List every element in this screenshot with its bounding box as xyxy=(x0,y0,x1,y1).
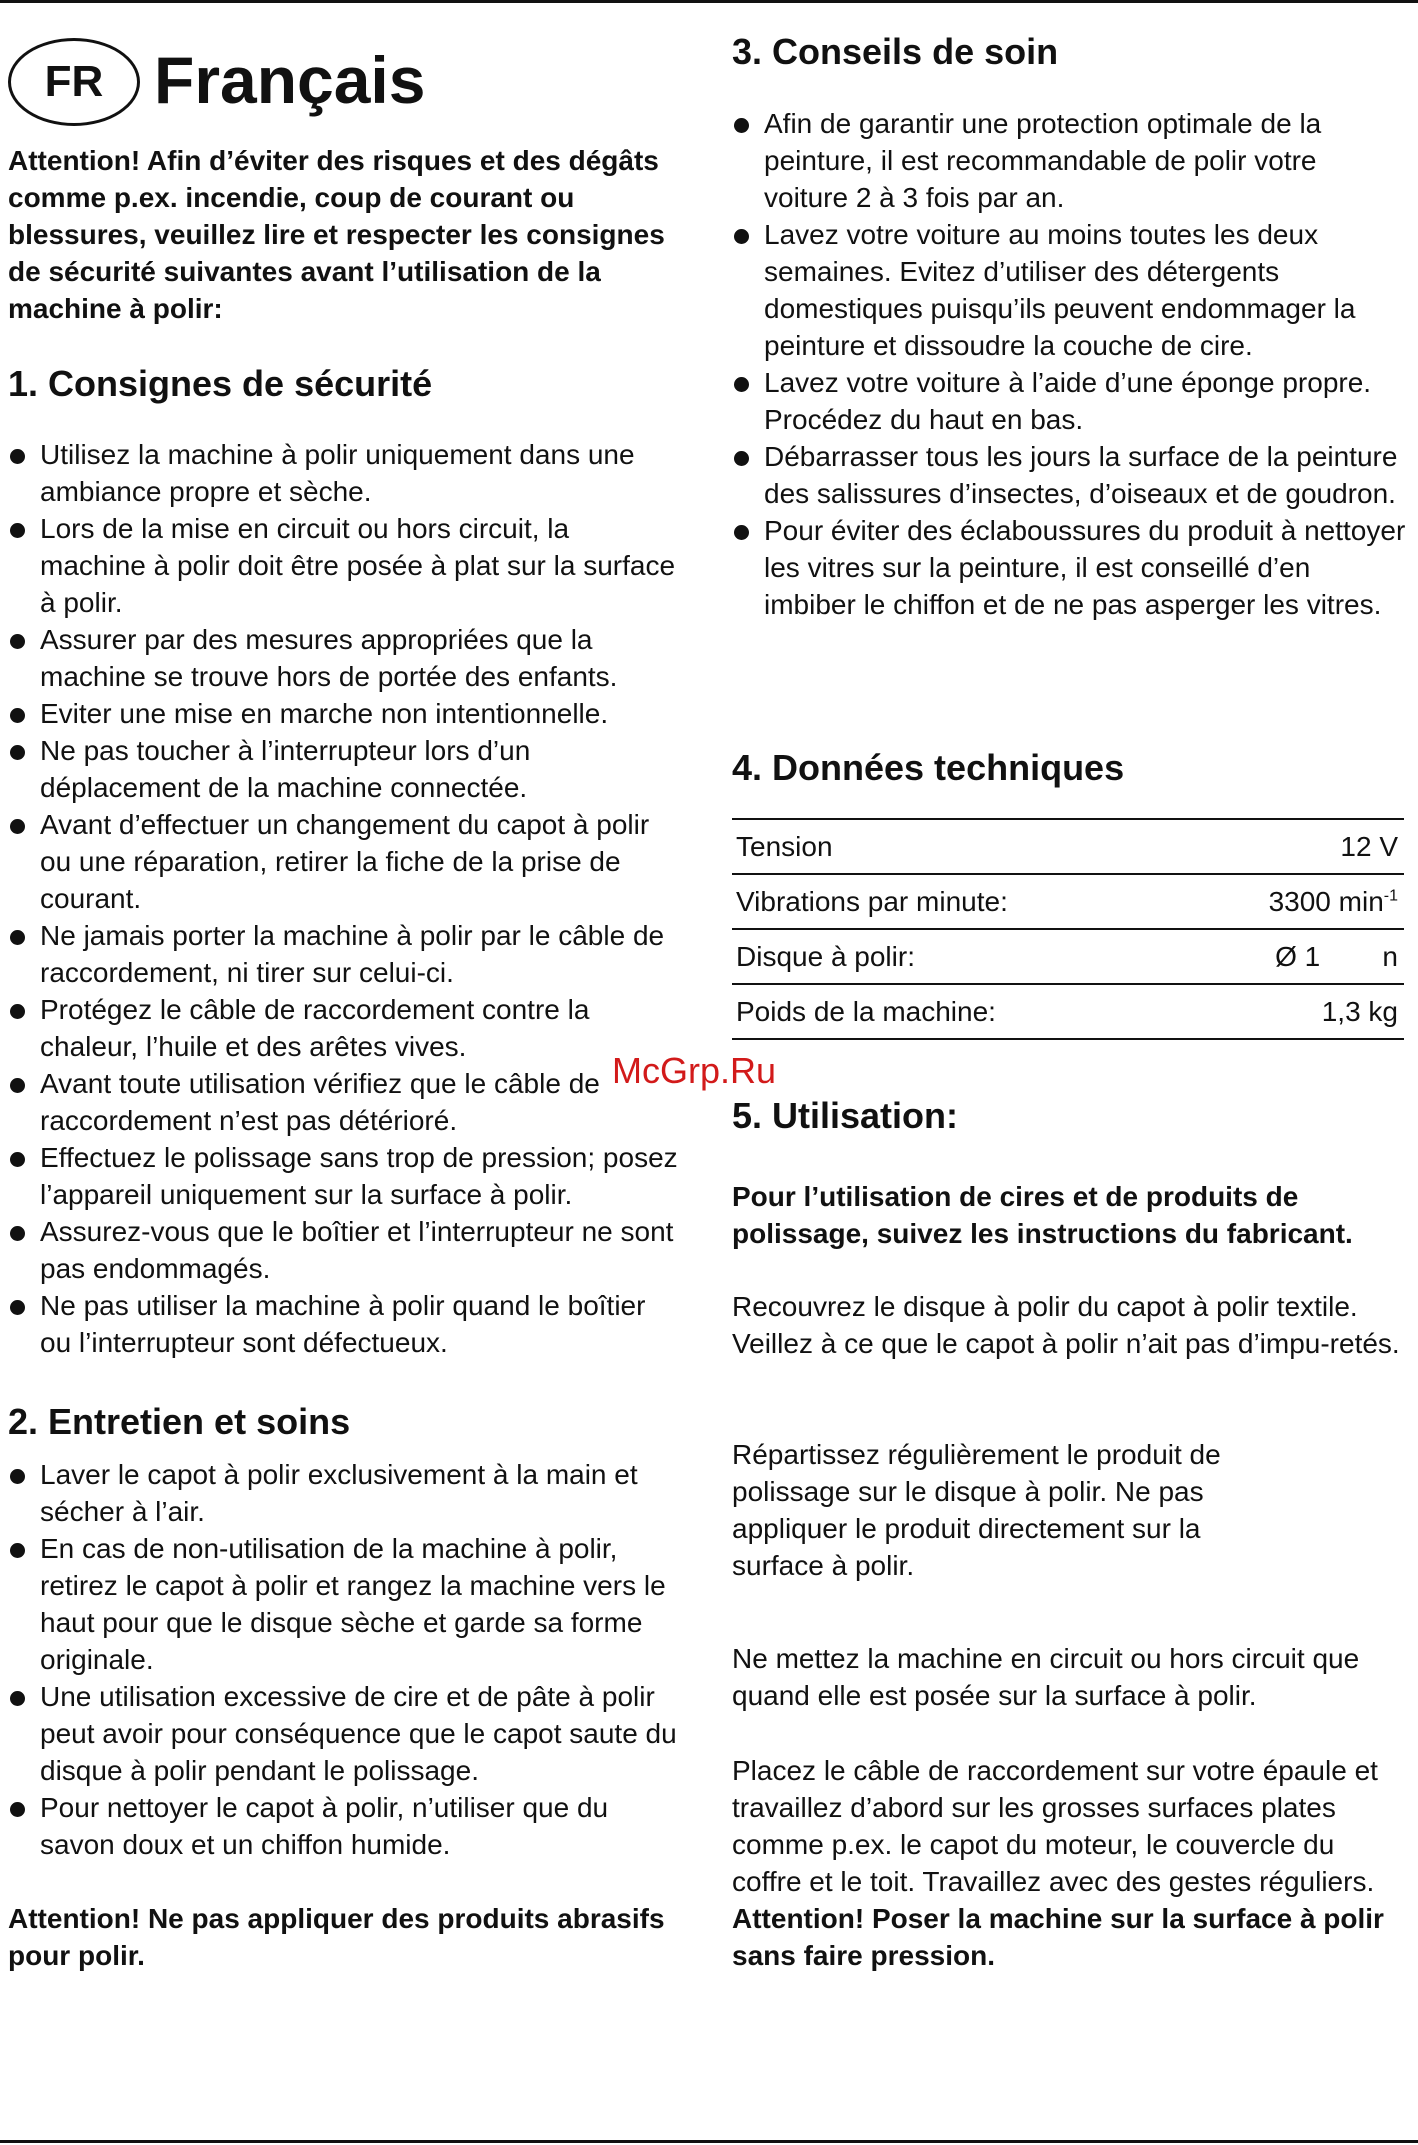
list-item: Débarrasser tous les jours la surface de la peinture des salissures d’insectes, d’oiseaux et de goudron. xyxy=(732,438,1408,512)
safety-list xyxy=(8,436,680,1361)
spec-label: Poids de la machine: xyxy=(732,984,1182,1039)
list-item: Laver le capot à polir exclusivement à la main et sécher à l’air. xyxy=(8,1456,680,1530)
language-code-badge: FR xyxy=(8,38,140,126)
usage-lead: Pour l’utilisation de cires et de produits de polissage, suivez les instructions du fabricant. xyxy=(732,1181,1353,1249)
list-item: Avant d’effectuer un changement du capot à polir ou une réparation, retirer la fiche de la prise de courant. xyxy=(8,806,680,917)
list-item: Utilisez la machine à polir uniquement dans une ambiance propre et sèche. xyxy=(8,436,680,510)
usage-paragraph-2: Répartissez régulièrement le produit de polissage sur le disque à polir. Ne pas appliquer le produit directement sur la surface à polir. xyxy=(732,1439,1221,1581)
list-item: Afin de garantir une protection optimale de la peinture, il est recommandable de polir votre voiture 2 à 3 fois par an. xyxy=(732,105,1408,216)
usage-warning: Attention! Poser la machine sur la surface à polir sans faire pression. xyxy=(732,1903,1384,1971)
list-item: Assurer par des mesures appropriées que la machine se trouve hors de portée des enfants. xyxy=(8,621,680,695)
spec-value: 12 V xyxy=(1182,819,1404,874)
spec-value: 3300 min xyxy=(1268,885,1384,917)
list-item: Lors de la mise en circuit ou hors circuit, la machine à polir doit être posée à plat sur la surface à polir. xyxy=(8,510,680,621)
table-row xyxy=(732,819,1404,874)
table-row xyxy=(732,929,1404,984)
list-item: Lavez votre voiture au moins toutes les deux semaines. Evitez d’utiliser des détergents domestiques puisqu’ils peuvent endommager la peinture et dissoudre la couche de cire. xyxy=(732,216,1408,364)
list-item: Lavez votre voiture à l’aide d’une éponge propre. Procédez du haut en bas. xyxy=(732,364,1408,438)
section-3-title: 3. Conseils de soin xyxy=(732,31,1059,72)
spec-value-cell xyxy=(1182,874,1404,929)
spec-label: Tension xyxy=(732,819,1182,874)
care-tips-list xyxy=(732,105,1408,623)
section-2-title: 2. Entretien et soins xyxy=(8,1401,351,1442)
list-item: Eviter une mise en marche non intentionnelle. xyxy=(8,695,680,732)
section-1-title: 1. Consignes de sécurité xyxy=(8,363,433,404)
maintenance-list xyxy=(8,1456,680,1863)
list-item: Avant toute utilisation vérifiez que le câble de raccordement n’est pas détérioré. xyxy=(8,1065,680,1139)
spec-value: Ø 1 n xyxy=(1182,929,1404,984)
watermark: McGrp.Ru xyxy=(612,1050,777,1091)
usage-paragraph-1: Recouvrez le disque à polir du capot à polir textile. Veillez à ce que le capot à polir n’ait pas d’impu-retés. xyxy=(732,1291,1400,1359)
bottom-rule xyxy=(0,2140,1418,2143)
table-row xyxy=(732,874,1404,929)
list-item: Ne jamais porter la machine à polir par le câble de raccordement, ni tirer sur celui-ci. xyxy=(8,917,680,991)
list-item: Protégez le câble de raccordement contre la chaleur, l’huile et des arêtes vives. xyxy=(8,991,680,1065)
spec-value-exponent: -1 xyxy=(1383,887,1398,905)
abrasive-warning: Attention! Ne pas appliquer des produits abrasifs pour polir. xyxy=(8,1903,665,1971)
list-item: Pour nettoyer le capot à polir, n’utiliser que du savon doux et un chiffon humide. xyxy=(8,1789,680,1863)
usage-paragraph-4: Placez le câble de raccordement sur votre épaule et travaillez d’abord sur les grosses surfaces plates comme p.ex. le capot du moteur, le couvercle du coffre et le toit. Travaillez avec des gestes réguliers. xyxy=(732,1755,1378,1897)
technical-data-table xyxy=(732,818,1404,1040)
list-item: Pour éviter des éclaboussures du produit à nettoyer les vitres sur la peinture, il est conseillé d’en imbiber le chiffon et de ne pas asperger les vitres. xyxy=(732,512,1408,623)
top-rule xyxy=(0,0,1418,3)
list-item: Ne pas utiliser la machine à polir quand le boîtier ou l’interrupteur sont défectueux. xyxy=(8,1287,680,1361)
list-item: Assurez-vous que le boîtier et l’interrupteur ne sont pas endommagés. xyxy=(8,1213,680,1287)
section-5-title: 5. Utilisation: xyxy=(732,1095,959,1136)
spec-label: Disque à polir: xyxy=(732,929,1182,984)
list-item: Effectuez le polissage sans trop de pression; posez l’appareil uniquement sur la surface à polir. xyxy=(8,1139,680,1213)
usage-paragraph-3: Ne mettez la machine en circuit ou hors circuit que quand elle est posée sur la surface à polir. xyxy=(732,1643,1360,1711)
intro-warning: Attention! Afin d’éviter des risques et des dégâts comme p.ex. incendie, coup de courant ou blessures, veuillez lire et respecter les consignes de sécurité suivantes avant l’utilisation de la machine à polir: xyxy=(8,145,665,324)
spec-value: 1,3 kg xyxy=(1182,984,1404,1039)
language-title: Français xyxy=(154,43,426,117)
section-4-title: 4. Données techniques xyxy=(732,747,1125,788)
list-item: Une utilisation excessive de cire et de pâte à polir peut avoir pour conséquence que le capot saute du disque à polir pendant le polissage. xyxy=(8,1678,680,1789)
list-item: En cas de non-utilisation de la machine à polir, retirez le capot à polir et rangez la machine vers le haut pour que le disque sèche et garde sa forme originale. xyxy=(8,1530,680,1678)
list-item: Ne pas toucher à l’interrupteur lors d’un déplacement de la machine connectée. xyxy=(8,732,680,806)
spec-label: Vibrations par minute: xyxy=(732,874,1182,929)
table-row xyxy=(732,984,1404,1039)
